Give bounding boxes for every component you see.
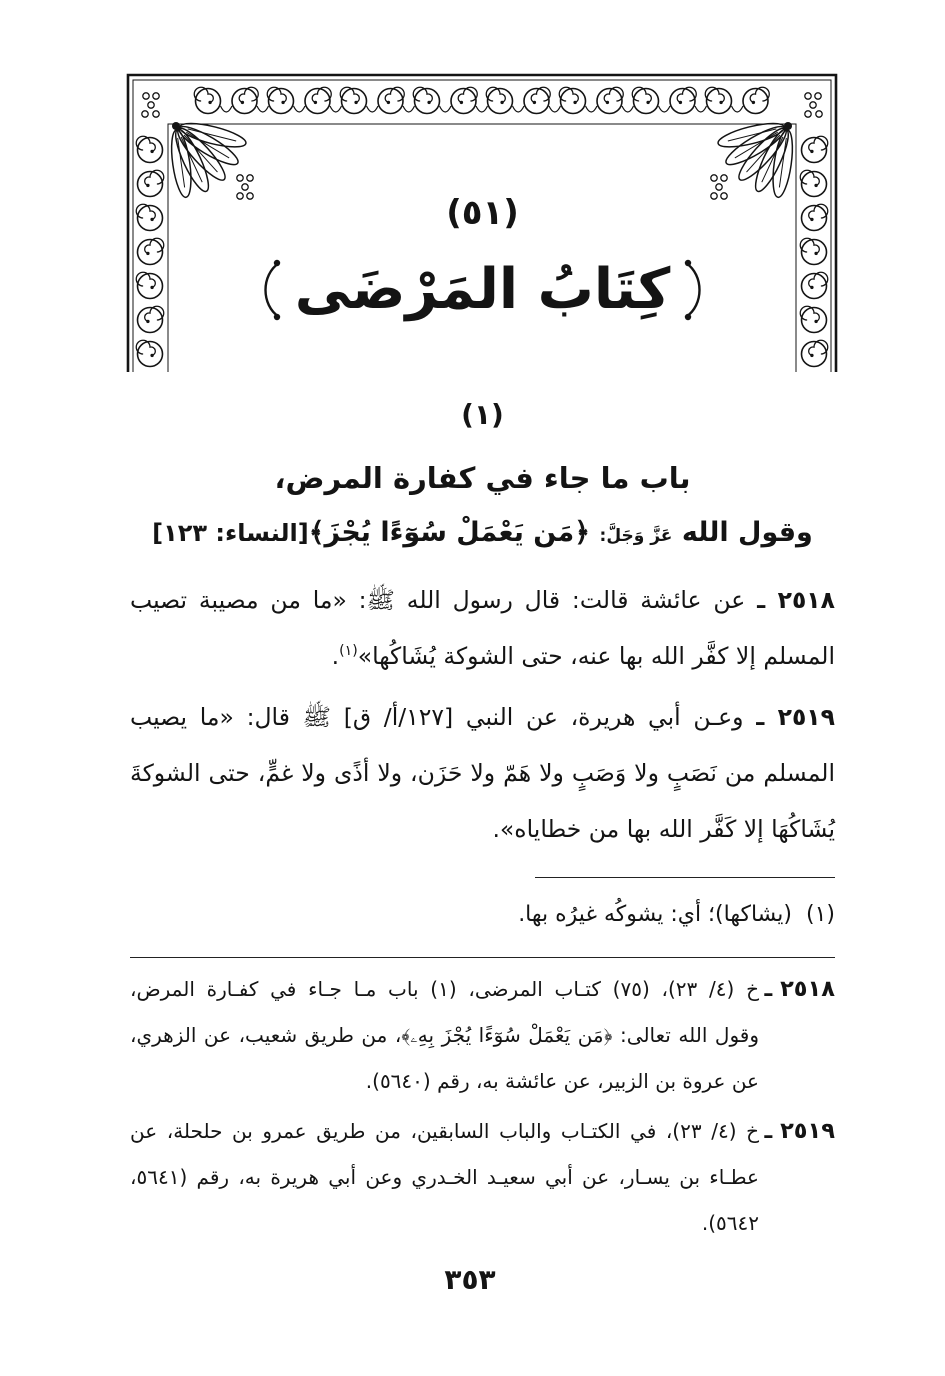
corner-fan-ornaments: [168, 119, 796, 199]
corner-fan: [168, 119, 248, 199]
scroll-link: [221, 106, 233, 112]
title-left-curl: [265, 263, 279, 317]
cluster-dot: [153, 111, 159, 117]
scroll-ornament: [451, 87, 477, 113]
book-title-row: [130, 242, 835, 338]
cluster-dot: [810, 102, 816, 108]
scroll-ornament: [136, 136, 162, 162]
takhrij-number: ٢٥١٩ ـ: [764, 1118, 835, 1144]
scroll-dot: [460, 101, 463, 104]
corner-fan: [716, 119, 796, 199]
top-scroll-band: [194, 87, 769, 113]
cluster-dot: [153, 93, 159, 99]
scroll-dot: [810, 354, 813, 357]
hadith-line: [130, 689, 835, 745]
scroll-dot: [150, 354, 153, 357]
scroll-dot: [208, 101, 211, 104]
takhrij-2519: [130, 1108, 835, 1246]
footnote-line: [130, 896, 835, 934]
scroll-dot: [427, 101, 430, 104]
takhrij-body: [130, 1108, 759, 1246]
hadith-line: [130, 628, 835, 684]
scroll-link: [403, 106, 415, 112]
takhrij-body: [130, 966, 759, 1104]
scroll-link: [695, 106, 707, 112]
scroll-dot: [500, 101, 503, 104]
scroll-dot: [533, 101, 536, 104]
scroll-ornament: [802, 340, 828, 366]
scroll-dot: [606, 101, 609, 104]
cluster-dot: [143, 93, 149, 99]
title-left-ornament: [259, 255, 285, 325]
scroll-dot: [646, 101, 649, 104]
footnote: [130, 896, 835, 934]
scroll-dot: [354, 101, 357, 104]
scroll-dot: [679, 101, 682, 104]
takhrij-line: عطـاء بن يسـار، عن أبي سعيـد الخـدري وعن أبي هريرة به، رقم (٥٦٤١،: [130, 1165, 759, 1189]
scroll-dot: [573, 101, 576, 104]
verse-intro: وقول الله: [681, 517, 813, 548]
scroll-ornament: [597, 87, 623, 113]
cluster-dot: [721, 175, 727, 181]
scroll-dot: [150, 150, 153, 153]
footnote-marker: (١): [805, 902, 835, 927]
scroll-ornament: [340, 87, 366, 113]
hadith-line: [130, 801, 835, 857]
hadith-end-mark: .: [331, 642, 340, 670]
cluster-dot: [815, 93, 821, 99]
scroll-dot: [146, 184, 149, 187]
hadith-text: عن عائشة قالت: قال رسول الله ﷺ: «ما من مصيبة تصيب: [130, 586, 746, 614]
hadith-text: المسلم من نَصَبٍ ولا وَصَبٍ ولا هَمّ ولا حَزَن، ولا أذًى ولا غمٍّ، حتى الشوكةَ: [130, 759, 835, 787]
takhrij-line: ٥٦٤٢).: [701, 1211, 759, 1235]
takhrij-line: خ (٤/ ٢٣)، في الكتـاب والباب السابقين، من طريق عمرو بن حلحلة، عن: [130, 1119, 759, 1143]
scroll-dot: [810, 150, 813, 153]
scroll-link: [440, 106, 452, 112]
scroll-link: [586, 106, 598, 112]
fan-hub: [172, 122, 180, 130]
hadith-number: ٢٥١٨ ـ: [757, 586, 835, 614]
title-right-ornament: [680, 255, 706, 325]
hadith-line: [130, 745, 835, 801]
scroll-link: [257, 106, 269, 112]
footnote-separator: [535, 877, 835, 878]
scroll-ornament: [378, 87, 404, 113]
hadith-line: [130, 572, 835, 628]
takhrij-number: ٢٥١٨ ـ: [764, 976, 835, 1002]
scroll-link: [622, 106, 634, 112]
quran-verse: ﴿مَن يَعْمَلْ سُوٓءًا يُجْزَ﴾: [308, 517, 591, 548]
scroll-link: [513, 106, 525, 112]
scroll-ornament: [524, 87, 550, 113]
bab-number: (١): [461, 398, 504, 431]
takhrij-line: وقول الله تعالى: ﴿مَن يَعْمَلْ سُوٓءًا يُجْزَ بِهِۦ﴾، من طريق شعيب، عن الزهري،: [130, 1023, 759, 1047]
scroll-ornament: [232, 87, 258, 113]
hadith-number: ٢٥١٩ ـ: [756, 703, 835, 731]
scroll-dot: [814, 184, 817, 187]
takhrij-line: عن عروة بن الزبير، عن عائشة به، رقم (٥٦٤٠).: [365, 1069, 759, 1093]
scroll-ornament: [802, 136, 828, 162]
scroll-ornament: [413, 87, 439, 113]
scroll-dot: [281, 101, 284, 104]
footnote-text: (يشاكها)؛ أي: يشوكُه غيرُه بها.: [518, 902, 792, 927]
scroll-ornament: [559, 87, 585, 113]
hadith-text: المسلم إلا كفَّر الله بها عنه، حتى الشوكة يُشَاكُها»: [357, 642, 835, 670]
hadith-text: يُشَاكُهَا إلا كَفَّر الله بها من خطاياه».: [492, 815, 835, 843]
footnote-reference[interactable]: (١): [339, 643, 358, 660]
scroll-ornament: [670, 87, 696, 113]
hadith-text: وعـن أبي هريرة، عن النبي [١٢٧/أ/ ق] ﷺ قال: «ما يصيب: [130, 703, 744, 731]
cluster-dot: [142, 111, 148, 117]
hadith-2519: [130, 689, 835, 857]
scroll-ornament: [632, 87, 658, 113]
cluster-dot: [711, 175, 717, 181]
book-title: كِتَابُ المَرْضَى: [294, 257, 671, 322]
cluster-dot: [247, 175, 253, 181]
bab-verse-line: [130, 509, 835, 560]
dot-cluster: [142, 93, 159, 117]
cluster-dot: [148, 102, 154, 108]
cluster-dot: [237, 175, 243, 181]
verse-reference: [النساء: ١٢٣]: [152, 519, 309, 547]
takhrij-separator: [130, 957, 835, 958]
scroll-dot: [314, 101, 317, 104]
chapter-number: (٥١): [446, 193, 519, 233]
takhrij-line: خ (٤/ ٢٣)، (٧٥) كتـاب المرضى، (١) باب مـا جـاء في كفـارة المرض،: [130, 977, 759, 1001]
scroll-ornament: [743, 87, 769, 113]
scroll-link: [367, 106, 379, 112]
scroll-dot: [241, 101, 244, 104]
dot-cluster: [805, 93, 822, 117]
scroll-ornament: [136, 340, 162, 366]
scroll-link: [732, 106, 744, 112]
scroll-ornament: [486, 87, 512, 113]
scroll-link: [330, 106, 342, 112]
scroll-link: [659, 106, 671, 112]
scroll-link: [549, 106, 561, 112]
page-number: ٣٥٣: [444, 1263, 496, 1296]
scroll-link: [294, 106, 306, 112]
cluster-dot: [805, 111, 811, 117]
scroll-ornament: [194, 87, 220, 113]
title-left-curl-dot: [274, 314, 280, 320]
title-right-curl-dot: [685, 260, 691, 266]
scroll-ornament: [705, 87, 731, 113]
honorific-ligature: عَزَّ وَجَلَّ:: [599, 526, 673, 546]
scroll-dot: [387, 101, 390, 104]
hadith-2518: [130, 572, 835, 684]
cluster-dot: [805, 93, 811, 99]
scroll-ornament: [305, 87, 331, 113]
scroll-link: [476, 106, 488, 112]
takhrij-2518: [130, 966, 835, 1104]
cluster-dot: [816, 111, 822, 117]
bab-title: باب ما جاء في كفارة المرض،: [274, 461, 691, 495]
title-left-curl-dot: [274, 260, 280, 266]
scroll-dot: [752, 101, 755, 104]
scroll-ornament: [267, 87, 293, 113]
fan-hub: [784, 122, 792, 130]
title-right-curl-dot: [685, 314, 691, 320]
title-right-curl: [686, 263, 700, 317]
scroll-dot: [719, 101, 722, 104]
